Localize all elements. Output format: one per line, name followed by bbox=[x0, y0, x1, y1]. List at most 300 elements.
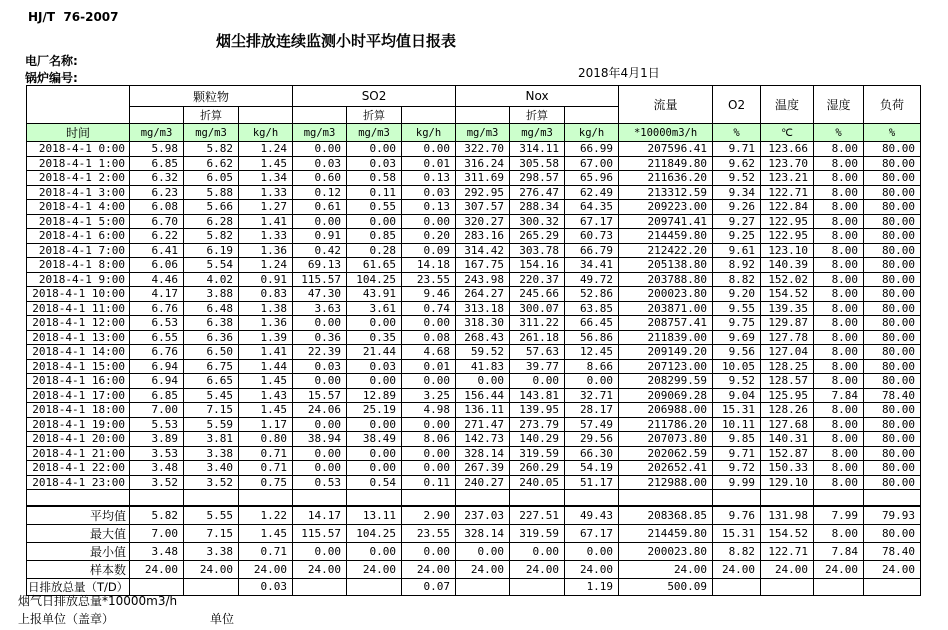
value-cell: 209741.41 bbox=[619, 214, 713, 229]
value-cell: 207073.80 bbox=[619, 432, 713, 447]
value-cell: 260.29 bbox=[510, 461, 565, 476]
value-cell bbox=[619, 490, 713, 506]
value-cell: 80.00 bbox=[864, 258, 921, 273]
value-cell bbox=[347, 490, 402, 506]
time-header: 时间 bbox=[27, 124, 130, 142]
value-cell: 0.03 bbox=[293, 359, 347, 374]
value-cell: 227.51 bbox=[510, 506, 565, 525]
value-cell: 125.95 bbox=[761, 388, 814, 403]
value-cell: 80.00 bbox=[864, 417, 921, 432]
summary-label: 样本数 bbox=[27, 560, 130, 578]
value-cell: 212988.00 bbox=[619, 475, 713, 490]
value-cell: 80.00 bbox=[864, 301, 921, 316]
value-cell: 307.57 bbox=[456, 200, 510, 215]
value-cell: 0.00 bbox=[293, 417, 347, 432]
value-cell: 127.68 bbox=[761, 417, 814, 432]
value-cell: 305.58 bbox=[510, 156, 565, 171]
value-cell: 203871.00 bbox=[619, 301, 713, 316]
table-row bbox=[27, 461, 921, 476]
table-row bbox=[27, 171, 921, 186]
value-cell: 38.49 bbox=[347, 432, 402, 447]
value-cell: 4.17 bbox=[130, 287, 184, 302]
value-cell: 211636.20 bbox=[619, 171, 713, 186]
value-cell: 311.22 bbox=[510, 316, 565, 331]
value-cell: 213312.59 bbox=[619, 185, 713, 200]
value-cell: 122.95 bbox=[761, 229, 814, 244]
value-cell: 24.00 bbox=[184, 560, 239, 578]
value-cell: 57.49 bbox=[565, 417, 619, 432]
value-cell: 0.00 bbox=[402, 542, 456, 560]
value-cell: 1.45 bbox=[239, 524, 293, 542]
value-cell: 7.00 bbox=[130, 403, 184, 418]
unit-cell: ℃ bbox=[761, 124, 814, 142]
value-cell: 49.43 bbox=[565, 506, 619, 525]
table-row bbox=[27, 345, 921, 360]
summary-label: 最大值 bbox=[27, 524, 130, 542]
value-cell: 7.84 bbox=[814, 388, 864, 403]
value-cell: 7.84 bbox=[814, 542, 864, 560]
conv-spacer bbox=[239, 107, 293, 124]
value-cell: 24.00 bbox=[456, 560, 510, 578]
value-cell: 5.82 bbox=[184, 142, 239, 157]
value-cell: 0.83 bbox=[239, 287, 293, 302]
value-cell: 1.45 bbox=[239, 374, 293, 389]
unit-cell: mg/m3 bbox=[347, 124, 402, 142]
value-cell: 80.00 bbox=[864, 272, 921, 287]
value-cell: 0.00 bbox=[565, 542, 619, 560]
time-cell: 2018-4-1 20:00 bbox=[27, 432, 130, 447]
value-cell: 314.42 bbox=[456, 243, 510, 258]
value-cell: 150.33 bbox=[761, 461, 814, 476]
value-cell bbox=[456, 490, 510, 506]
unit-cell: mg/m3 bbox=[184, 124, 239, 142]
value-cell: 104.25 bbox=[347, 272, 402, 287]
value-cell: 129.10 bbox=[761, 475, 814, 490]
value-cell: 8.00 bbox=[814, 403, 864, 418]
value-cell: 57.63 bbox=[510, 345, 565, 360]
value-cell: 23.55 bbox=[402, 272, 456, 287]
value-cell: 6.28 bbox=[184, 214, 239, 229]
time-cell: 2018-4-1 3:00 bbox=[27, 185, 130, 200]
value-cell: 0.00 bbox=[293, 461, 347, 476]
value-cell: 78.40 bbox=[864, 542, 921, 560]
converted-label: 折算 bbox=[347, 107, 402, 124]
value-cell: 0.75 bbox=[239, 475, 293, 490]
value-cell: 1.41 bbox=[239, 345, 293, 360]
value-cell: 115.57 bbox=[293, 524, 347, 542]
value-cell: 80.00 bbox=[864, 316, 921, 331]
value-cell: 0.09 bbox=[402, 243, 456, 258]
value-cell: 273.79 bbox=[510, 417, 565, 432]
value-cell: 80.00 bbox=[864, 200, 921, 215]
value-cell: 0.00 bbox=[402, 214, 456, 229]
value-cell: 6.38 bbox=[184, 316, 239, 331]
value-cell: 1.22 bbox=[239, 506, 293, 525]
value-cell: 0.00 bbox=[402, 461, 456, 476]
value-cell: 4.02 bbox=[184, 272, 239, 287]
value-cell: 320.27 bbox=[456, 214, 510, 229]
value-cell: 115.57 bbox=[293, 272, 347, 287]
value-cell: 0.00 bbox=[402, 142, 456, 157]
value-cell: 22.39 bbox=[293, 345, 347, 360]
value-cell: 6.19 bbox=[184, 243, 239, 258]
table-row bbox=[27, 359, 921, 374]
value-cell: 3.38 bbox=[184, 542, 239, 560]
value-cell: 209223.00 bbox=[619, 200, 713, 215]
value-cell: 1.36 bbox=[239, 243, 293, 258]
value-cell: 63.85 bbox=[565, 301, 619, 316]
value-cell: 80.00 bbox=[864, 345, 921, 360]
value-cell: 207123.00 bbox=[619, 359, 713, 374]
value-cell: 59.52 bbox=[456, 345, 510, 360]
value-cell: 7.99 bbox=[814, 506, 864, 525]
value-cell: 66.45 bbox=[565, 316, 619, 331]
value-cell: 4.68 bbox=[402, 345, 456, 360]
value-cell: 240.05 bbox=[510, 475, 565, 490]
value-cell: 6.85 bbox=[130, 388, 184, 403]
value-cell: 139.35 bbox=[761, 301, 814, 316]
value-cell: 9.71 bbox=[713, 446, 761, 461]
value-cell: 51.17 bbox=[565, 475, 619, 490]
value-cell: 1.39 bbox=[239, 330, 293, 345]
value-cell: 65.96 bbox=[565, 171, 619, 186]
value-cell: 12.89 bbox=[347, 388, 402, 403]
value-cell: 1.45 bbox=[239, 403, 293, 418]
value-cell: 24.06 bbox=[293, 403, 347, 418]
value-cell: 8.00 bbox=[814, 417, 864, 432]
value-cell: 67.00 bbox=[565, 156, 619, 171]
value-cell: 9.25 bbox=[713, 229, 761, 244]
value-cell: 0.20 bbox=[402, 229, 456, 244]
value-cell: 9.56 bbox=[713, 345, 761, 360]
group-header-row bbox=[27, 86, 921, 107]
value-cell: 8.66 bbox=[565, 359, 619, 374]
value-cell: 6.23 bbox=[130, 185, 184, 200]
value-cell: 122.71 bbox=[761, 542, 814, 560]
value-cell: 6.50 bbox=[184, 345, 239, 360]
value-cell: 34.41 bbox=[565, 258, 619, 273]
value-cell: 0.00 bbox=[402, 316, 456, 331]
converted-label: 折算 bbox=[510, 107, 565, 124]
value-cell: 0.71 bbox=[239, 461, 293, 476]
value-cell: 8.00 bbox=[814, 359, 864, 374]
value-cell: 208368.85 bbox=[619, 506, 713, 525]
value-cell: 311.69 bbox=[456, 171, 510, 186]
value-cell: 5.98 bbox=[130, 142, 184, 157]
value-cell: 6.08 bbox=[130, 200, 184, 215]
value-cell: 203788.80 bbox=[619, 272, 713, 287]
time-cell: 2018-4-1 22:00 bbox=[27, 461, 130, 476]
value-cell: 9.99 bbox=[713, 475, 761, 490]
value-cell: 6.62 bbox=[184, 156, 239, 171]
time-cell: 2018-4-1 7:00 bbox=[27, 243, 130, 258]
value-cell: 4.46 bbox=[130, 272, 184, 287]
value-cell: 39.77 bbox=[510, 359, 565, 374]
value-cell: 3.61 bbox=[347, 301, 402, 316]
value-cell bbox=[713, 490, 761, 506]
table-row bbox=[27, 243, 921, 258]
value-cell: 140.31 bbox=[761, 432, 814, 447]
value-cell: 29.56 bbox=[565, 432, 619, 447]
value-cell: 8.92 bbox=[713, 258, 761, 273]
value-cell: 0.71 bbox=[239, 542, 293, 560]
value-cell bbox=[814, 490, 864, 506]
value-cell: 9.75 bbox=[713, 316, 761, 331]
value-cell: 0.58 bbox=[347, 171, 402, 186]
time-cell: 2018-4-1 9:00 bbox=[27, 272, 130, 287]
time-cell: 2018-4-1 5:00 bbox=[27, 214, 130, 229]
value-cell: 80.00 bbox=[864, 403, 921, 418]
value-cell: 24.00 bbox=[402, 560, 456, 578]
value-cell: 1.38 bbox=[239, 301, 293, 316]
value-cell: 316.24 bbox=[456, 156, 510, 171]
value-cell: 9.76 bbox=[713, 506, 761, 525]
unit-cell: mg/m3 bbox=[510, 124, 565, 142]
value-cell: 66.30 bbox=[565, 446, 619, 461]
conv-spacer bbox=[565, 107, 619, 124]
value-cell: 0.91 bbox=[239, 272, 293, 287]
value-cell: 276.47 bbox=[510, 185, 565, 200]
value-cell: 80.00 bbox=[864, 229, 921, 244]
value-cell: 8.06 bbox=[402, 432, 456, 447]
value-cell: 80.00 bbox=[864, 330, 921, 345]
value-cell: 211786.20 bbox=[619, 417, 713, 432]
value-cell: 0.00 bbox=[347, 142, 402, 157]
value-cell: 0.85 bbox=[347, 229, 402, 244]
conv-spacer bbox=[456, 107, 510, 124]
value-cell: 8.00 bbox=[814, 214, 864, 229]
value-cell: 0.00 bbox=[347, 316, 402, 331]
value-cell: 2.90 bbox=[402, 506, 456, 525]
value-cell: 328.14 bbox=[456, 524, 510, 542]
value-cell bbox=[293, 490, 347, 506]
value-cell: 8.00 bbox=[814, 446, 864, 461]
value-cell: 208757.41 bbox=[619, 316, 713, 331]
value-cell: 0.00 bbox=[565, 374, 619, 389]
table-row bbox=[27, 432, 921, 447]
value-cell: 10.05 bbox=[713, 359, 761, 374]
value-cell: 0.11 bbox=[347, 185, 402, 200]
value-cell: 0.00 bbox=[293, 142, 347, 157]
value-cell: 8.00 bbox=[814, 461, 864, 476]
table-row bbox=[27, 258, 921, 273]
value-cell bbox=[864, 490, 921, 506]
value-cell: 6.36 bbox=[184, 330, 239, 345]
value-cell: 214459.80 bbox=[619, 229, 713, 244]
value-cell: 128.57 bbox=[761, 374, 814, 389]
value-cell: 60.73 bbox=[565, 229, 619, 244]
table-row bbox=[27, 417, 921, 432]
flue-gas-total-label: 烟气日排放总量*10000m3/h bbox=[18, 594, 178, 608]
unit-cell: mg/m3 bbox=[130, 124, 184, 142]
value-cell: 0.91 bbox=[293, 229, 347, 244]
unit-cell: kg/h bbox=[402, 124, 456, 142]
col-flow: 流量 bbox=[619, 86, 713, 124]
value-cell: 9.34 bbox=[713, 185, 761, 200]
value-cell: 1.41 bbox=[239, 214, 293, 229]
table-row bbox=[27, 403, 921, 418]
value-cell: 24.00 bbox=[619, 560, 713, 578]
value-cell: 202652.41 bbox=[619, 461, 713, 476]
value-cell: 1.24 bbox=[239, 258, 293, 273]
gap-row bbox=[27, 490, 921, 506]
value-cell: 8.00 bbox=[814, 229, 864, 244]
value-cell: 298.57 bbox=[510, 171, 565, 186]
value-cell: 167.75 bbox=[456, 258, 510, 273]
col-load: 负荷 bbox=[864, 86, 921, 124]
time-column-spacer bbox=[27, 86, 130, 124]
time-cell: 2018-4-1 12:00 bbox=[27, 316, 130, 331]
value-cell: 3.89 bbox=[130, 432, 184, 447]
value-cell: 24.00 bbox=[293, 560, 347, 578]
value-cell: 136.11 bbox=[456, 403, 510, 418]
value-cell: 240.27 bbox=[456, 475, 510, 490]
value-cell: 3.53 bbox=[130, 446, 184, 461]
value-cell: 43.91 bbox=[347, 287, 402, 302]
value-cell: 38.94 bbox=[293, 432, 347, 447]
value-cell: 15.57 bbox=[293, 388, 347, 403]
time-cell: 2018-4-1 14:00 bbox=[27, 345, 130, 360]
value-cell: 66.99 bbox=[565, 142, 619, 157]
value-cell: 261.18 bbox=[510, 330, 565, 345]
unit-cell: kg/h bbox=[239, 124, 293, 142]
value-cell: 123.66 bbox=[761, 142, 814, 157]
value-cell: 41.83 bbox=[456, 359, 510, 374]
table-row bbox=[27, 214, 921, 229]
time-cell: 2018-4-1 13:00 bbox=[27, 330, 130, 345]
value-cell: 143.81 bbox=[510, 388, 565, 403]
value-cell: 62.49 bbox=[565, 185, 619, 200]
table-row bbox=[27, 446, 921, 461]
value-cell: 6.85 bbox=[130, 156, 184, 171]
value-cell bbox=[713, 578, 761, 595]
value-cell bbox=[510, 490, 565, 506]
col-temperature: 温度 bbox=[761, 86, 814, 124]
value-cell: 243.98 bbox=[456, 272, 510, 287]
value-cell: 6.94 bbox=[130, 374, 184, 389]
value-cell: 6.75 bbox=[184, 359, 239, 374]
group-nox: Nox bbox=[456, 86, 619, 107]
time-cell: 2018-4-1 15:00 bbox=[27, 359, 130, 374]
value-cell: 0.03 bbox=[402, 185, 456, 200]
value-cell: 267.39 bbox=[456, 461, 510, 476]
value-cell: 69.13 bbox=[293, 258, 347, 273]
value-cell: 214459.80 bbox=[619, 524, 713, 542]
value-cell: 7.15 bbox=[184, 524, 239, 542]
conv-spacer bbox=[402, 107, 456, 124]
value-cell: 500.09 bbox=[619, 578, 713, 595]
value-cell: 319.59 bbox=[510, 446, 565, 461]
value-cell: 0.28 bbox=[347, 243, 402, 258]
value-cell: 0.00 bbox=[510, 542, 565, 560]
value-cell: 0.00 bbox=[402, 417, 456, 432]
value-cell: 139.95 bbox=[510, 403, 565, 418]
value-cell: 24.00 bbox=[713, 560, 761, 578]
value-cell: 206988.00 bbox=[619, 403, 713, 418]
value-cell: 6.06 bbox=[130, 258, 184, 273]
value-cell: 322.70 bbox=[456, 142, 510, 157]
value-cell: 0.80 bbox=[239, 432, 293, 447]
value-cell: 61.65 bbox=[347, 258, 402, 273]
value-cell: 9.04 bbox=[713, 388, 761, 403]
value-cell: 80.00 bbox=[864, 156, 921, 171]
value-cell: 80.00 bbox=[864, 524, 921, 542]
plant-name-label: 电厂名称: bbox=[25, 54, 78, 68]
unit-cell: % bbox=[864, 124, 921, 142]
value-cell: 328.14 bbox=[456, 446, 510, 461]
value-cell: 5.54 bbox=[184, 258, 239, 273]
value-cell: 9.69 bbox=[713, 330, 761, 345]
table-row bbox=[27, 475, 921, 490]
value-cell: 319.59 bbox=[510, 524, 565, 542]
value-cell: 8.00 bbox=[814, 258, 864, 273]
time-cell: 2018-4-1 6:00 bbox=[27, 229, 130, 244]
value-cell: 156.44 bbox=[456, 388, 510, 403]
value-cell: 15.31 bbox=[713, 403, 761, 418]
value-cell: 292.95 bbox=[456, 185, 510, 200]
value-cell: 8.82 bbox=[713, 542, 761, 560]
value-cell: 3.63 bbox=[293, 301, 347, 316]
value-cell: 314.11 bbox=[510, 142, 565, 157]
value-cell: 0.00 bbox=[293, 446, 347, 461]
time-cell: 2018-4-1 11:00 bbox=[27, 301, 130, 316]
value-cell: 0.07 bbox=[402, 578, 456, 595]
value-cell: 79.93 bbox=[864, 506, 921, 525]
table-row bbox=[27, 301, 921, 316]
value-cell: 32.71 bbox=[565, 388, 619, 403]
value-cell: 127.04 bbox=[761, 345, 814, 360]
value-cell bbox=[130, 490, 184, 506]
value-cell: 288.34 bbox=[510, 200, 565, 215]
standard-code: HJ/T 76-2007 bbox=[28, 10, 119, 24]
unit-cell: mg/m3 bbox=[456, 124, 510, 142]
value-cell: 24.00 bbox=[130, 560, 184, 578]
value-cell: 8.00 bbox=[814, 272, 864, 287]
gap-cell bbox=[27, 490, 130, 506]
value-cell: 245.66 bbox=[510, 287, 565, 302]
value-cell: 67.17 bbox=[565, 214, 619, 229]
value-cell: 0.03 bbox=[293, 156, 347, 171]
table-row bbox=[27, 200, 921, 215]
value-cell: 0.00 bbox=[293, 316, 347, 331]
value-cell: 208299.59 bbox=[619, 374, 713, 389]
value-cell: 8.00 bbox=[814, 374, 864, 389]
value-cell: 9.61 bbox=[713, 243, 761, 258]
value-cell: 122.95 bbox=[761, 214, 814, 229]
value-cell: 25.19 bbox=[347, 403, 402, 418]
value-cell: 9.26 bbox=[713, 200, 761, 215]
table-row bbox=[27, 185, 921, 200]
value-cell: 80.00 bbox=[864, 475, 921, 490]
value-cell: 9.71 bbox=[713, 142, 761, 157]
value-cell: 318.30 bbox=[456, 316, 510, 331]
value-cell: 6.32 bbox=[130, 171, 184, 186]
value-cell: 0.13 bbox=[402, 200, 456, 215]
value-cell: 9.55 bbox=[713, 301, 761, 316]
value-cell: 24.00 bbox=[864, 560, 921, 578]
value-cell bbox=[184, 578, 239, 595]
time-cell: 2018-4-1 18:00 bbox=[27, 403, 130, 418]
value-cell: 1.17 bbox=[239, 417, 293, 432]
value-cell: 140.39 bbox=[761, 258, 814, 273]
value-cell: 80.00 bbox=[864, 432, 921, 447]
report-table bbox=[26, 85, 921, 596]
value-cell: 6.53 bbox=[130, 316, 184, 331]
table-row bbox=[27, 316, 921, 331]
value-cell: 0.00 bbox=[347, 214, 402, 229]
value-cell: 3.48 bbox=[130, 542, 184, 560]
value-cell: 237.03 bbox=[456, 506, 510, 525]
